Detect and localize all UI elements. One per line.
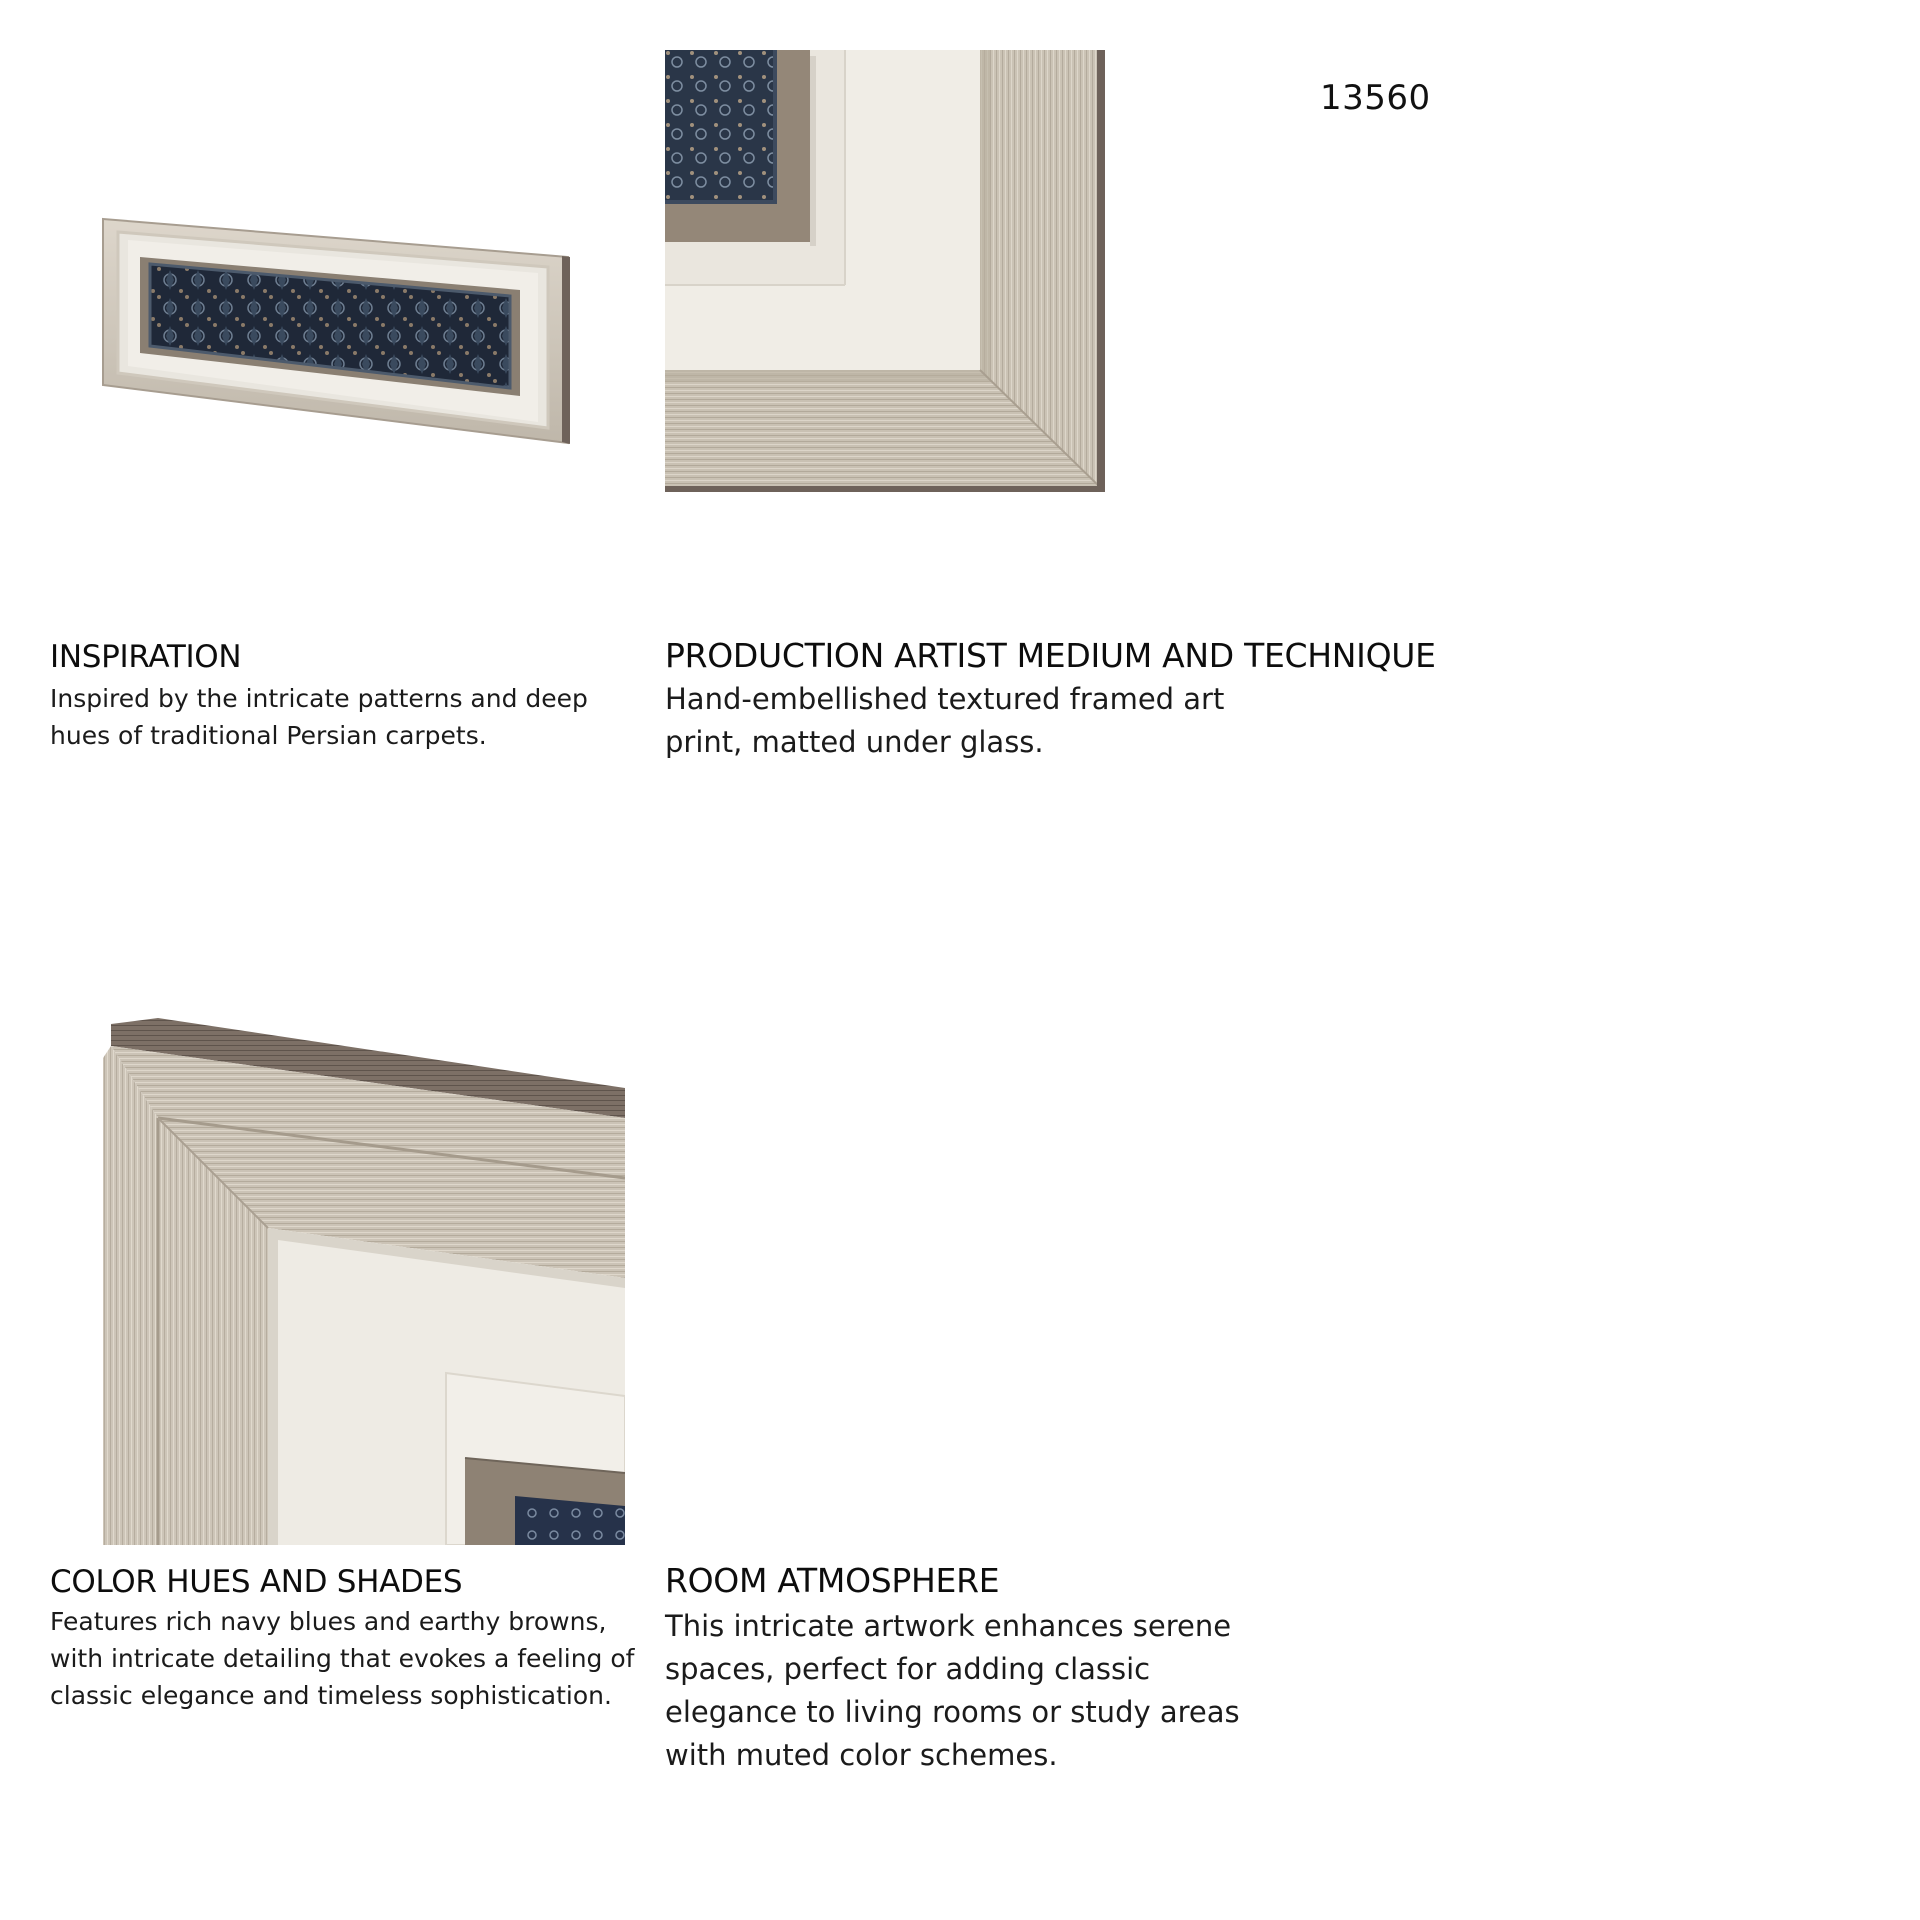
- framed-art-illustration: [100, 210, 580, 450]
- production-text: [665, 678, 1565, 764]
- inspiration-heading: INSPIRATION: [50, 639, 242, 675]
- room-heading: ROOM ATMOSPHERE: [665, 1561, 1000, 1600]
- production-section: [665, 638, 1565, 764]
- product-image-corner-top-left: [103, 1018, 625, 1545]
- room-section: [665, 1563, 1305, 1777]
- inspiration-line: Inspired by the intricate patterns and deep: [50, 684, 588, 714]
- product-number: 13560: [1320, 78, 1431, 118]
- room-text: [665, 1605, 1305, 1777]
- room-line: with muted color schemes.: [665, 1738, 1058, 1773]
- color-heading: COLOR HUES AND SHADES: [50, 1564, 463, 1600]
- product-image-corner-bottom-right: [665, 50, 1105, 492]
- color-line: Features rich navy blues and earthy browns,: [50, 1607, 607, 1637]
- color-section: [50, 1565, 650, 1714]
- color-line: classic elegance and timeless sophistication.: [50, 1681, 612, 1711]
- inspiration-line: hues of traditional Persian carpets.: [50, 721, 487, 751]
- inspiration-text: [50, 680, 630, 754]
- frame-corner-illustration: [103, 1018, 625, 1545]
- production-heading: PRODUCTION ARTIST MEDIUM AND TECHNIQUE: [665, 636, 1436, 675]
- production-line: print, matted under glass.: [665, 725, 1044, 760]
- room-line: spaces, perfect for adding classic: [665, 1652, 1151, 1687]
- room-line: This intricate artwork enhances serene: [665, 1609, 1232, 1644]
- product-image-full: [100, 210, 580, 450]
- color-text: [50, 1603, 650, 1714]
- room-line: elegance to living rooms or study areas: [665, 1695, 1240, 1730]
- inspiration-section: [50, 640, 630, 754]
- color-line: with intricate detailing that evokes a feeling of: [50, 1644, 635, 1674]
- production-line: Hand-embellished textured framed art: [665, 682, 1225, 717]
- frame-corner-illustration: [665, 50, 1105, 492]
